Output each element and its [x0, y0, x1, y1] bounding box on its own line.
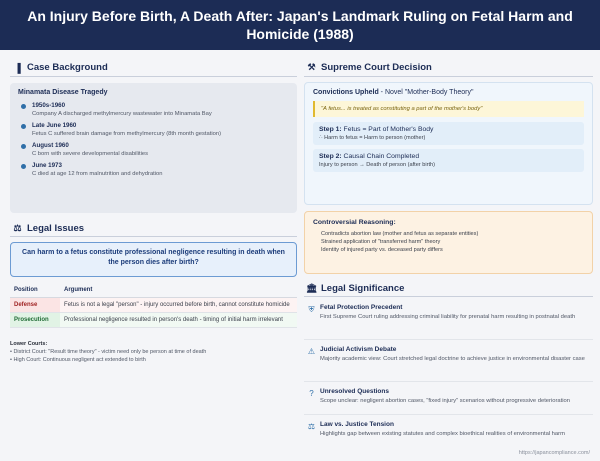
lower-courts-label: Lower Courts: [10, 341, 48, 347]
timeline-item: Late June 1960 Fetus C suffered brain damage from methylmercury (8th month gestation) [18, 122, 289, 137]
shield-icon: ⛨ [308, 305, 315, 314]
supreme-court-box [304, 82, 593, 205]
reasoning-step: Step 2: Causal Chain Completed Injury to person → Death of person (after birth) [313, 149, 584, 172]
timeline-item: June 1973 C died at age 12 from malnutrition and dehydration [18, 162, 289, 177]
legal-significance-heading: 🏛 Legal Significance [306, 283, 405, 294]
argument-cell: Professional negligence resulted in person's death - timing of initial harm irrelevant [60, 313, 297, 328]
position-cell: Defense [10, 298, 60, 313]
timeline-dot-icon [21, 124, 26, 129]
bar-chart-icon: ▐ [14, 62, 21, 73]
sc-box-title: Convictions Upheld - Novel "Mother-Body Theory" [313, 89, 474, 96]
controversial-item: Identity of injured party vs. deceased party differs [321, 247, 443, 253]
arguments-table [10, 283, 297, 328]
footer-url[interactable]: https://japancompliance.com/ [518, 450, 590, 456]
timeline-item: August 1960 C born with severe developmental disabilities [18, 142, 289, 157]
controversial-reasoning-box [304, 211, 593, 274]
case-background-heading: ▐ Case Background [12, 62, 108, 73]
significance-item: ? Unresolved Questions Scope unclear: negligent abortion cases, "fixed injury" scenarios without progressive deterioration [304, 388, 593, 405]
divider [304, 414, 593, 415]
divider [10, 76, 297, 77]
table-row [10, 313, 297, 328]
controversial-item: Contradicts abortion law (mother and fetus as separate entities) [321, 231, 479, 237]
significance-item: ⚖ Law vs. Justice Tension Highlights gap between existing statutes and complex bioethical realities of environmental harm [307, 421, 565, 437]
lower-court-item: • District Court: "Result time theory" - victim need only be person at time of death [10, 349, 207, 355]
timeline-item: 1950s-1960 Company A discharged methylmercury wastewater into Minamata Bay [18, 102, 289, 117]
question-icon: ? [309, 389, 314, 398]
timeline-dot-icon [21, 164, 26, 169]
supreme-court-heading: ⚒ Supreme Court Decision [307, 62, 432, 73]
reasoning-step: Step 1: Fetus = Part of Mother's Body ∴ Harm to fetus = Harm to person (mother) [313, 122, 584, 145]
gavel-icon: ⚒ [307, 62, 316, 72]
case-background-box [10, 83, 297, 213]
timeline-dot-icon [21, 104, 26, 109]
lower-courts-note [10, 340, 297, 364]
controversial-title: Controversial Reasoning: [313, 219, 396, 226]
divider [304, 381, 593, 382]
scales-icon: ⚖ [307, 422, 316, 431]
scales-icon: ⚖ [13, 223, 22, 233]
divider [304, 76, 593, 77]
institution-icon: 🏛 [306, 283, 318, 293]
argument-cell: Fetus is not a legal "person" - injury occurred before birth, cannot constitute homicide [60, 298, 297, 313]
divider [304, 296, 593, 297]
lower-court-item: • High Court: Continuous negligent act extended to birth [10, 357, 146, 363]
significance-item: ⚠ Judicial Activism Debate Majority academic view: Court stretched legal doctrine to achieve justice in environmental disaster case [307, 346, 585, 362]
table-header-row [10, 283, 297, 298]
timeline-dot-icon [21, 144, 26, 149]
position-cell: Prosecution [10, 313, 60, 328]
warning-icon: ⚠ [307, 347, 316, 356]
column-header: Argument [60, 283, 297, 298]
page-title: An Injury Before Birth, A Death After: Japan's Landmark Ruling on Fetal Harm and Homicide (1988) [27, 8, 573, 42]
divider [10, 236, 297, 237]
legal-issues-heading: ⚖ Legal Issues [13, 223, 85, 234]
controversial-item: Strained application of "transferred harm" theory [321, 239, 441, 245]
significance-item: ⛨ Fetal Protection Precedent First Supreme Court ruling addressing criminal liability for prenatal harm resulting in postnatal death [304, 304, 593, 321]
legal-question: Can harm to a fetus constitute professional negligence resulting in death when the person dies after birth? [10, 242, 297, 277]
page-header [0, 0, 600, 50]
table-row [10, 298, 297, 313]
column-header: Position [10, 283, 60, 298]
divider [304, 339, 593, 340]
case-box-title: Minamata Disease Tragedy [18, 89, 108, 96]
court-quote: "A fetus... is treated as constituting a part of the mother's body" [313, 101, 584, 117]
